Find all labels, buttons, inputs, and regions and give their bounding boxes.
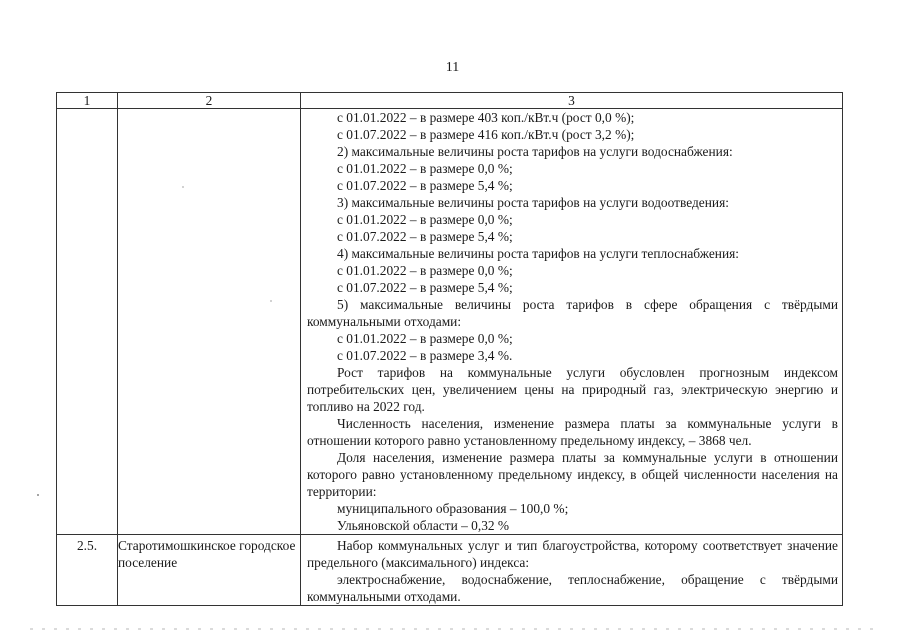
waste-tariff-paragraph: 5) максимальные величины роста тарифов в сфере обращения с твёрдыми коммунальными отходами: [307, 297, 838, 329]
tariff-heading: 3) максимальные величины роста тарифов на услуги водоотведения: [337, 195, 729, 210]
scan-speck [182, 186, 184, 188]
tariff-line: с 01.07.2022 – в размере 5,4 %; [337, 178, 513, 193]
column-header-2: 2 [118, 93, 301, 109]
population-paragraph: Численность населения, изменение размера платы за коммунальные услуги в отношении которого равно установленному предельному индексу, – 3868 чел. [307, 416, 838, 448]
tariff-heading: 4) максимальные величины роста тарифов на услуги теплоснабжения: [337, 246, 739, 261]
scan-noise-strip [30, 628, 875, 630]
column-header-3: 3 [301, 93, 843, 109]
content-cell [301, 535, 843, 606]
tariff-line: с 01.07.2022 – в размере 3,4 %. [337, 348, 513, 363]
column-header-1: 1 [57, 93, 118, 109]
services-set-paragraph: Набор коммунальных услуг и тип благоустройства, которому соответствует значение предельного (максимального) индекса: [307, 538, 838, 570]
scan-speck [270, 300, 272, 302]
growth-reason-paragraph: Рост тарифов на коммунальные услуги обусловлен прогнозным индексом потребительских цен, увеличением цены на природный газ, электрическую энергию и топливо на 2022 год. [307, 365, 838, 414]
municipal-share-line: муниципального образования – 100,0 %; [337, 501, 569, 516]
tariff-line: с 01.07.2022 – в размере 5,4 %; [337, 280, 513, 295]
table-row [57, 109, 843, 535]
region-share-line: Ульяновской области – 0,32 % [337, 518, 510, 533]
table-row [57, 535, 843, 606]
tariff-line: с 01.01.2022 – в размере 0,0 %; [337, 263, 513, 278]
content-cell [301, 109, 843, 535]
tariff-line: с 01.01.2022 – в размере 0,0 %; [337, 331, 513, 346]
page-number: 11 [445, 60, 460, 75]
scan-speck [37, 494, 39, 496]
tariff-table [56, 92, 843, 606]
row-number-cell: 2.5. [57, 535, 118, 606]
tariff-line: с 01.07.2022 – в размере 416 коп./кВт.ч (рост 3,2 %); [337, 127, 635, 142]
table-header-row [57, 93, 843, 109]
settlement-cell [118, 109, 301, 535]
population-share-paragraph: Доля населения, изменение размера платы за коммунальные услуги в отношении которого равно установленному предельному индексу, в общей численности населения на территории: [307, 450, 838, 499]
tariff-heading: 2) максимальные величины роста тарифов на услуги водоснабжения: [337, 144, 733, 159]
settlement-cell: Старотимошкинское городское поселение [118, 535, 301, 606]
tariff-line: с 01.07.2022 – в размере 5,4 %; [337, 229, 513, 244]
row-number-cell [57, 109, 118, 535]
tariff-line: с 01.01.2022 – в размере 0,0 %; [337, 212, 513, 227]
services-list-paragraph: электроснабжение, водоснабжение, теплоснабжение, обращение с твёрдыми коммунальными отходами. [307, 572, 838, 604]
tariff-line: с 01.01.2022 – в размере 0,0 %; [337, 161, 513, 176]
tariff-line: с 01.01.2022 – в размере 403 коп./кВт.ч (рост 0,0 %); [337, 110, 635, 125]
